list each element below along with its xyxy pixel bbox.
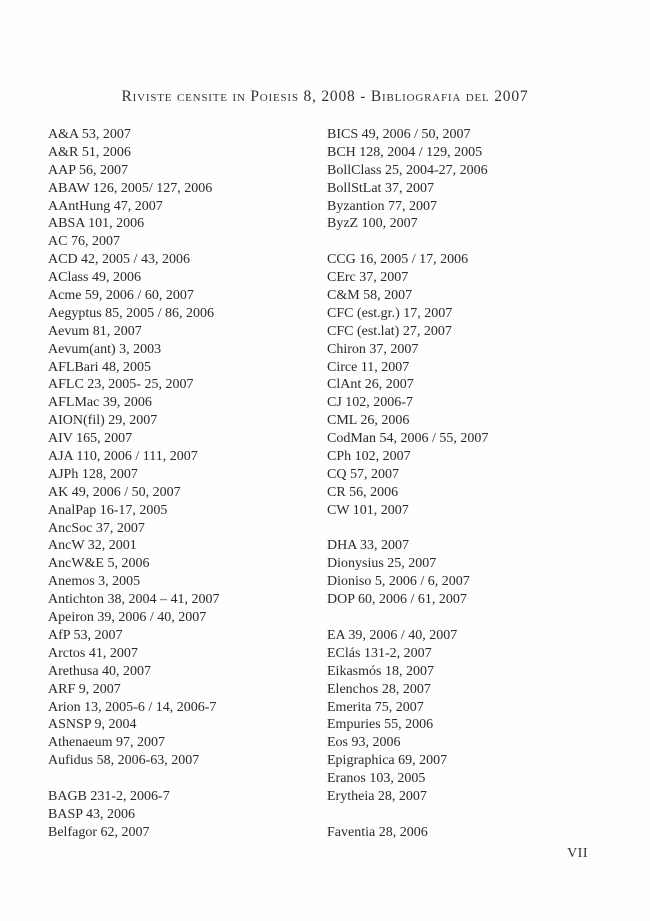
- spacer: [48, 770, 328, 788]
- journal-entry: BICS 49, 2006 / 50, 2007: [327, 127, 471, 142]
- journal-entry: CML 26, 2006: [327, 413, 410, 429]
- journal-entry: Eranos 103, 2005: [327, 771, 426, 787]
- journal-entry: DHA 33, 2007: [327, 538, 410, 554]
- journal-entry: CQ 57, 2007: [327, 466, 399, 482]
- journal-entry: Apeiron 39, 2006 / 40, 2007: [48, 610, 207, 626]
- journal-entry: Arion 13, 2005-6 / 14, 2006-7: [48, 699, 217, 715]
- journal-entry: AAP 56, 2007: [48, 162, 128, 178]
- spacer: [327, 806, 607, 824]
- journal-entry: Dioniso 5, 2006 / 6, 2007: [327, 574, 470, 590]
- journal-entry: AION(fil) 29, 2007: [48, 413, 158, 429]
- spacer: [327, 609, 607, 627]
- journal-entry: ABSA 101, 2006: [48, 216, 145, 232]
- journal-entry: BollStLat 37, 2007: [327, 180, 434, 196]
- journal-entry: ClAnt 26, 2007: [327, 377, 414, 393]
- journal-entry: AncW 32, 2001: [48, 538, 137, 554]
- journal-entry: AC 76, 2007: [48, 234, 120, 250]
- journal-entry: Epigraphica 69, 2007: [327, 753, 448, 769]
- journal-entry: DOP 60, 2006 / 61, 2007: [327, 592, 467, 608]
- journal-entry: AFLBari 48, 2005: [48, 359, 152, 375]
- right-column: [327, 126, 607, 842]
- journal-entry: Elenchos 28, 2007: [327, 681, 431, 697]
- journal-entry: Eos 93, 2006: [327, 735, 401, 751]
- journal-entry: Arethusa 40, 2007: [48, 663, 152, 679]
- journal-entry: Erytheia 28, 2007: [327, 788, 427, 804]
- journal-entry: Eikasmós 18, 2007: [327, 663, 434, 679]
- page-title: Riviste censite in Poiesis 8, 2008 - Bibliografia del 2007: [121, 88, 529, 105]
- journal-entry: Empuries 55, 2006: [327, 717, 434, 733]
- journal-entry: CW 101, 2007: [327, 502, 409, 518]
- journal-entry: CR 56, 2006: [327, 484, 399, 500]
- journal-entry: Byzantion 77, 2007: [327, 198, 438, 214]
- journal-entry: CPh 102, 2007: [327, 449, 411, 465]
- journal-entry: Acme 59, 2006 / 60, 2007: [48, 288, 194, 304]
- journal-entry: Aegyptus 85, 2005 / 86, 2006: [48, 305, 215, 321]
- journal-entry: C&M 58, 2007: [327, 288, 413, 304]
- journal-entry: Belfagor 62, 2007: [48, 824, 150, 840]
- spacer: [327, 520, 607, 538]
- journal-entry: BCH 128, 2004 / 129, 2005: [327, 144, 483, 160]
- journal-entry: AFLC 23, 2005- 25, 2007: [48, 377, 194, 393]
- journal-entry: Dionysius 25, 2007: [327, 556, 437, 572]
- journal-entry: Arctos 41, 2007: [48, 645, 138, 661]
- journal-entry: ByzZ 100, 2007: [327, 216, 418, 232]
- journal-entry: AJA 110, 2006 / 111, 2007: [48, 449, 198, 465]
- journal-entry: CodMan 54, 2006 / 55, 2007: [327, 431, 489, 447]
- left-column: [48, 126, 328, 842]
- journal-entry: ASNSP 9, 2004: [48, 717, 137, 733]
- journal-entry: AfP 53, 2007: [48, 627, 123, 643]
- journal-entry: Circe 11, 2007: [327, 359, 410, 375]
- journal-entry: BASP 43, 2006: [48, 806, 136, 822]
- journal-entry: Emerita 75, 2007: [327, 699, 424, 715]
- journal-entry: CErc 37, 2007: [327, 270, 409, 286]
- page-number: VII: [567, 846, 588, 861]
- journal-entry: AAntHung 47, 2007: [48, 198, 163, 214]
- journal-entry: A&R 51, 2006: [48, 144, 131, 160]
- journal-entry: Anemos 3, 2005: [48, 574, 141, 590]
- journal-entry: A&A 53, 2007: [48, 127, 131, 142]
- journal-entry: ARF 9, 2007: [48, 681, 121, 697]
- journal-entry: EA 39, 2006 / 40, 2007: [327, 627, 458, 643]
- journal-entry: CCG 16, 2005 / 17, 2006: [327, 252, 469, 268]
- journal-entry: Aevum 81, 2007: [48, 323, 142, 339]
- journal-entry: AClass 49, 2006: [48, 270, 141, 286]
- spacer: [327, 233, 607, 251]
- journal-entry: AFLMac 39, 2006: [48, 395, 152, 411]
- journal-entry: AnalPap 16-17, 2005: [48, 502, 168, 518]
- journal-entry: Aevum(ant) 3, 2003: [48, 341, 162, 357]
- journal-entry: Aufidus 58, 2006-63, 2007: [48, 753, 200, 769]
- journal-entry: AK 49, 2006 / 50, 2007: [48, 484, 181, 500]
- journal-entry: Antichton 38, 2004 – 41, 2007: [48, 592, 220, 608]
- journal-entry: ABAW 126, 2005/ 127, 2006: [48, 180, 213, 196]
- journal-entry: AIV 165, 2007: [48, 431, 133, 447]
- journal-entry: CFC (est.lat) 27, 2007: [327, 323, 452, 339]
- journal-entry: BAGB 231-2, 2006-7: [48, 788, 170, 804]
- journal-entry: CFC (est.gr.) 17, 2007: [327, 305, 453, 321]
- journal-entry: ACD 42, 2005 / 43, 2006: [48, 252, 190, 268]
- journal-entry: Chiron 37, 2007: [327, 341, 419, 357]
- journal-entry: AJPh 128, 2007: [48, 466, 138, 482]
- journal-entry: Athenaeum 97, 2007: [48, 735, 166, 751]
- journal-entry: EClás 131-2, 2007: [327, 645, 432, 661]
- journal-entry: AncSoc 37, 2007: [48, 520, 145, 536]
- journal-entry: Faventia 28, 2006: [327, 824, 428, 840]
- journal-entry: AncW&E 5, 2006: [48, 556, 150, 572]
- journal-entry: BollClass 25, 2004-27, 2006: [327, 162, 488, 178]
- journal-entry: CJ 102, 2006-7: [327, 395, 413, 411]
